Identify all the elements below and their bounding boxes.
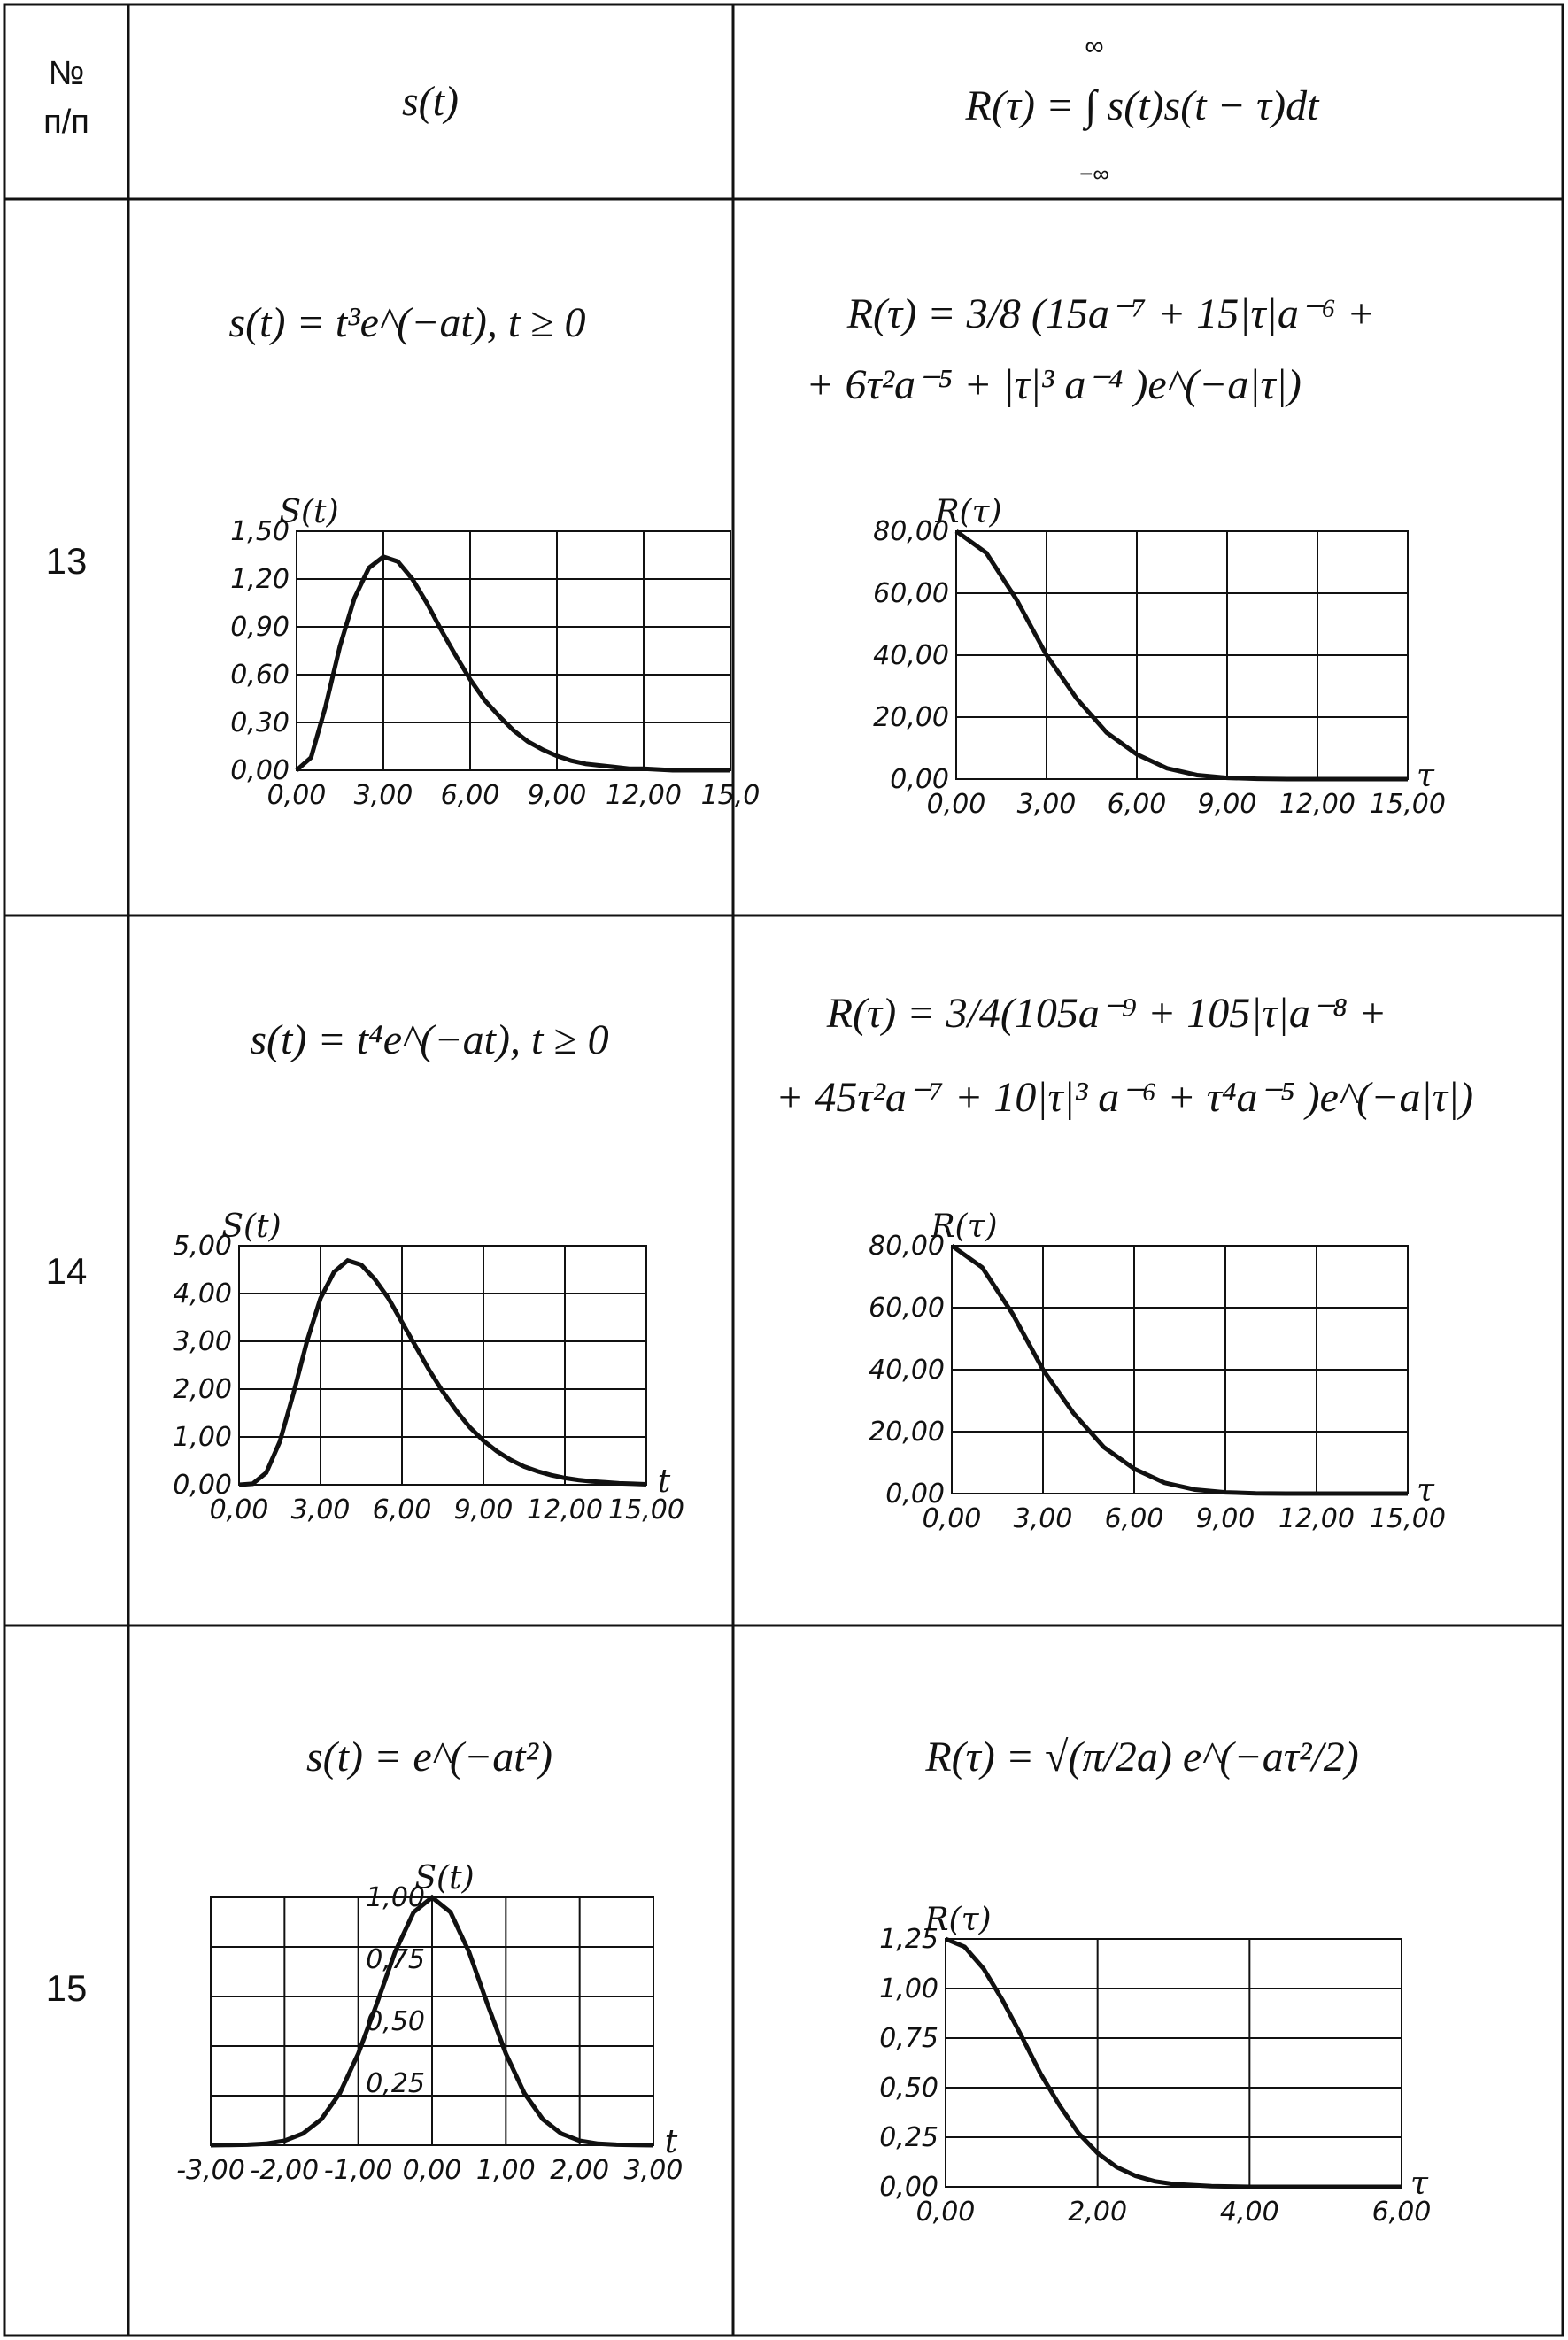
chart-3-y-tick-label: 80,00	[869, 1231, 945, 1262]
chart-2-x-tick-label: 3,00	[290, 1494, 351, 1525]
acf-formula-13-line1: R(τ) = 3/8 (15a⁻⁷ + 15|τ|a⁻⁶ +	[846, 290, 1376, 337]
chart-1-y-axis-label: R(τ)	[935, 494, 1002, 530]
acf-formula-14-line2: + 45τ²a⁻⁷ + 10|τ|³ a⁻⁶ + τ⁴a⁻⁵ )e^(−a|τ|)	[775, 1074, 1474, 1121]
chart-2-y-tick-label: 1,00	[173, 1422, 232, 1453]
chart-4-y-tick-label: 0,25	[366, 2068, 425, 2099]
chart-0-y-axis-label: S(t)	[279, 494, 339, 530]
chart-s13	[230, 494, 760, 811]
chart-0-x-tick-label: 15,0	[700, 780, 761, 811]
chart-5-x-tick-label: 2,00	[1068, 2197, 1128, 2228]
chart-2-x-tick-label: 12,00	[527, 1494, 603, 1525]
chart-3-y-tick-label: 20,00	[869, 1417, 945, 1448]
chart-5-y-tick-label: 1,00	[879, 1973, 938, 2004]
chart-4-x-tick-label: -1,00	[323, 2155, 393, 2186]
chart-s14	[173, 1209, 684, 1525]
signal-formula-13: s(t) = t³e^(−at), t ≥ 0	[228, 299, 586, 346]
table-frame	[4, 4, 1563, 2336]
chart-2-x-tick-label: 0,00	[209, 1494, 269, 1525]
chart-1-x-tick-label: 12,00	[1279, 789, 1356, 820]
chart-0-x-tick-label: 6,00	[440, 780, 500, 811]
chart-4-x-tick-label: -3,00	[176, 2155, 245, 2186]
chart-1-y-tick-label: 60,00	[873, 578, 949, 609]
chart-1-x-tick-label: 6,00	[1107, 789, 1167, 820]
row-number-15: 15	[45, 1967, 88, 2009]
chart-0-y-tick-label: 0,90	[230, 612, 290, 643]
chart-4-x-tick-label: 0,00	[402, 2155, 462, 2186]
chart-1-x-axis-label: τ	[1417, 758, 1434, 794]
chart-5-x-tick-label: 0,00	[915, 2197, 976, 2228]
chart-1-x-tick-label: 9,00	[1197, 789, 1257, 820]
acf-formula-14-line1: R(τ) = 3/4(105a⁻⁹ + 105|τ|a⁻⁸ +	[826, 990, 1387, 1037]
chart-1-y-tick-label: 0,00	[890, 764, 949, 795]
chart-2-y-tick-label: 3,00	[173, 1326, 232, 1357]
chart-4-x-tick-label: 2,00	[550, 2155, 610, 2186]
chart-1-y-tick-label: 40,00	[873, 640, 949, 671]
chart-1-x-tick-label: 0,00	[926, 789, 986, 820]
chart-0-x-tick-label: 0,00	[266, 780, 327, 811]
chart-4-y-tick-label: 1,00	[366, 1882, 425, 1913]
chart-5-series-line	[946, 1939, 1402, 2187]
header-autocorrelation: R(τ) = ∫ s(t)s(t − τ)dt	[965, 82, 1319, 129]
chart-3-y-tick-label: 0,00	[885, 1479, 945, 1510]
chart-2-x-tick-label: 15,00	[608, 1494, 684, 1525]
chart-4-x-axis-label: t	[664, 2124, 678, 2160]
signal-formula-14: s(t) = t⁴e^(−at), t ≥ 0	[250, 1016, 609, 1063]
chart-2-y-tick-label: 5,00	[173, 1231, 232, 1262]
chart-5-plot-frame	[946, 1939, 1402, 2187]
chart-4-x-tick-label: 3,00	[623, 2155, 684, 2186]
chart-3-y-axis-label: R(τ)	[931, 1209, 998, 1245]
chart-2-y-tick-label: 0,00	[173, 1470, 232, 1501]
chart-0-x-tick-label: 9,00	[527, 780, 587, 811]
row-number-13: 13	[45, 540, 88, 582]
chart-3-x-tick-label: 15,00	[1370, 1503, 1446, 1534]
chart-3-x-tick-label: 9,00	[1195, 1503, 1255, 1534]
chart-0-series-line	[297, 557, 730, 770]
chart-0-y-tick-label: 1,20	[230, 564, 290, 595]
chart-4-y-tick-label: 0,50	[366, 2006, 425, 2037]
header-number-label: п/п	[43, 104, 89, 141]
chart-0-x-tick-label: 3,00	[353, 780, 413, 811]
header-upper-limit: ∞	[1085, 32, 1104, 61]
chart-5-y-tick-label: 0,25	[879, 2122, 938, 2153]
chart-4-y-tick-label: 0,75	[366, 1944, 425, 1975]
chart-1-x-tick-label: 3,00	[1016, 789, 1077, 820]
chart-r13	[873, 494, 1446, 820]
chart-s15	[176, 1860, 683, 2186]
chart-0-y-tick-label: 0,30	[230, 707, 290, 738]
chart-r15	[879, 1902, 1431, 2228]
acf-formula-15: R(τ) = √(π/2a) e^(−aτ²/2)	[925, 1734, 1359, 1780]
header-number-symbol: №	[48, 55, 85, 92]
chart-3-y-tick-label: 40,00	[869, 1355, 945, 1386]
chart-0-x-tick-label: 12,00	[606, 780, 682, 811]
chart-1-y-tick-label: 80,00	[873, 516, 949, 547]
chart-2-x-tick-label: 9,00	[453, 1494, 514, 1525]
chart-3-x-tick-label: 12,00	[1278, 1503, 1355, 1534]
chart-5-x-axis-label: τ	[1410, 2166, 1428, 2202]
chart-2-y-axis-label: S(t)	[221, 1209, 282, 1245]
chart-3-x-axis-label: τ	[1417, 1472, 1434, 1509]
chart-0-plot-frame	[297, 531, 730, 770]
chart-5-y-tick-label: 1,25	[879, 1924, 938, 1955]
chart-5-x-tick-label: 6,00	[1371, 2197, 1432, 2228]
chart-5-y-tick-label: 0,50	[879, 2073, 938, 2104]
chart-4-y-axis-label: S(t)	[414, 1860, 475, 1896]
row-number-14: 14	[45, 1250, 88, 1292]
chart-0-y-tick-label: 0,00	[230, 755, 290, 786]
chart-5-y-axis-label: R(τ)	[924, 1902, 992, 1938]
chart-2-x-axis-label: t	[657, 1463, 671, 1500]
chart-2-x-tick-label: 6,00	[372, 1494, 432, 1525]
chart-3-y-tick-label: 60,00	[869, 1293, 945, 1324]
chart-4-x-tick-label: 1,00	[475, 2155, 536, 2186]
chart-5-y-tick-label: 0,75	[879, 2023, 938, 2054]
chart-1-x-tick-label: 15,00	[1370, 789, 1446, 820]
chart-1-y-tick-label: 20,00	[873, 702, 949, 733]
chart-0-y-tick-label: 1,50	[230, 516, 290, 547]
chart-2-y-tick-label: 4,00	[173, 1278, 232, 1309]
signal-formula-15: s(t) = e^(−at²)	[305, 1734, 553, 1780]
chart-r14	[869, 1209, 1446, 1534]
chart-5-y-tick-label: 0,00	[879, 2172, 938, 2203]
chart-5-x-tick-label: 4,00	[1219, 2197, 1279, 2228]
header-lower-limit: −∞	[1079, 160, 1109, 187]
chart-3-x-tick-label: 6,00	[1104, 1503, 1164, 1534]
header-signal: s(t)	[402, 78, 459, 125]
chart-4-x-tick-label: -2,00	[250, 2155, 320, 2186]
chart-2-y-tick-label: 2,00	[173, 1374, 232, 1405]
chart-3-x-tick-label: 3,00	[1013, 1503, 1073, 1534]
acf-formula-13-line2: + 6τ²a⁻⁵ + |τ|³ a⁻⁴ )e^(−a|τ|)	[806, 361, 1302, 408]
chart-0-y-tick-label: 0,60	[230, 660, 290, 691]
chart-3-x-tick-label: 0,00	[922, 1503, 982, 1534]
